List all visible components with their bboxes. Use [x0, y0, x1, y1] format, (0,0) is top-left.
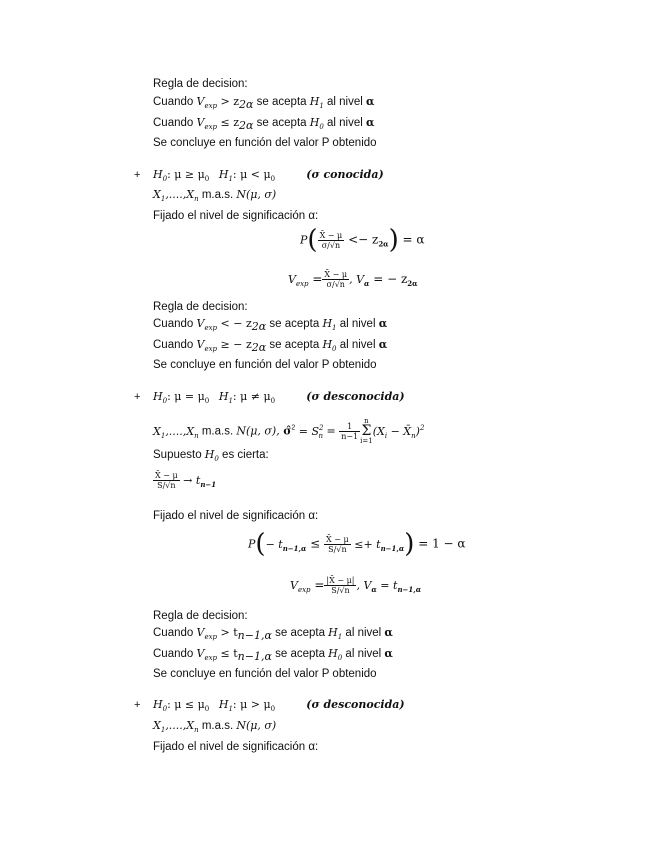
conclusion-1: Se concluye en función del valor P obtenido	[153, 137, 377, 149]
assumption-3: Supuesto $H_0$ es cierta:	[153, 448, 269, 463]
decision-rule-accept-3: Cuando $V_{exp} \le t_{n-1,\alpha}$ se acepta $H_0$ al nivel α	[153, 647, 393, 663]
probability-formula-2: P( $\frac{X̄ - \mu}{\sigma/√n}$ <− $z_{2\alpha}) = \alpha$	[300, 225, 425, 255]
decision-rule-reject-2: Cuando $V_{exp}$ < − $z_{2\alpha}$ se acepta $H_1$ al nivel α	[153, 317, 388, 333]
conclusion-3: Se concluye en función del valor P obtenido	[153, 668, 377, 680]
distribution-3: $\frac{X̄ - \mu}{S/√n}$ → $t_{n-1}$	[155, 471, 217, 491]
vexp-formula-2: $V_{exp}$ = $\frac{X̄ - \mu}{\sigma/√n}$ , $V_\alpha$ = − $z_{2\alpha}$	[288, 270, 418, 289]
bullet-2: +	[134, 169, 141, 181]
fixed-level-3: Fijado el nivel de significación α:	[153, 510, 319, 522]
sample-4: $X_1,....,X_n$ m.a.s. N(μ, σ)	[153, 719, 277, 734]
decision-rule-reject-3: Cuando $V_{exp} > t_{n-1,\alpha}$ se acepta $H_1$ al nivel α	[153, 626, 393, 642]
decision-rule-accept-2: Cuando $V_{exp}$ ≥ − $z_{2\alpha}$ se acepta $H_0$ al nivel α	[153, 338, 388, 354]
fixed-level-2: Fijado el nivel de significación α:	[153, 210, 319, 222]
sample-2: $X_1,....,X_n$ m.a.s. N(μ, σ)	[153, 188, 277, 203]
decision-rule-accept: Cuando $V_{exp} \le z_{2\alpha}$ se acepta $H_0$ al nivel α	[153, 116, 375, 132]
vexp-formula-3: $V_{exp}$ = $\frac{|X̄ - \mu|}{S/√n}$ , $V_\alpha = t_{n-1,\alpha}$	[290, 576, 422, 595]
hypotheses-4: $H_0$: $\mu \le \mu_0$ $H_1$: $\mu > \mu_0$ (σ desconocida)	[153, 698, 405, 713]
conclusion-2: Se concluye en función del valor P obtenido	[153, 359, 377, 371]
probability-formula-3: $P(- t_{n-1,\alpha}$ ≤ $\frac{X̄ - \mu}{S/√n}$ ≤+ $t_{n-1,\alpha}) = 1 - \alpha$	[248, 529, 466, 559]
rule-title-1: Regla de decision:	[153, 78, 248, 90]
sample-3: $X_1,....,X_n$ m.a.s. N(μ, σ), σ̂$^2$ = $S^2_n$ = $\frac{1}{n-1}$ n Σ i=1 ($X_i$ − $X̄_n)^2$	[153, 417, 425, 445]
fixed-level-4: Fijado el nivel de significación α:	[153, 741, 319, 753]
bullet-4: +	[134, 699, 141, 711]
decision-rule-reject: Cuando $V_{exp} > z_{2\alpha}$ se acepta $H_1$ al nivel α	[153, 95, 375, 111]
hypotheses-2: $H_0$: $\mu \ge \mu_0$ $H_1$: $\mu < \mu_0$ (σ conocida)	[153, 168, 384, 183]
rule-title-3: Regla de decision:	[153, 610, 248, 622]
hypotheses-3: $H_0$: $\mu = \mu_0$ $H_1$: $\mu \ne \mu_0$ (σ desconocida)	[153, 390, 405, 405]
rule-title-2: Regla de decision:	[153, 301, 248, 313]
bullet-3: +	[134, 391, 141, 403]
